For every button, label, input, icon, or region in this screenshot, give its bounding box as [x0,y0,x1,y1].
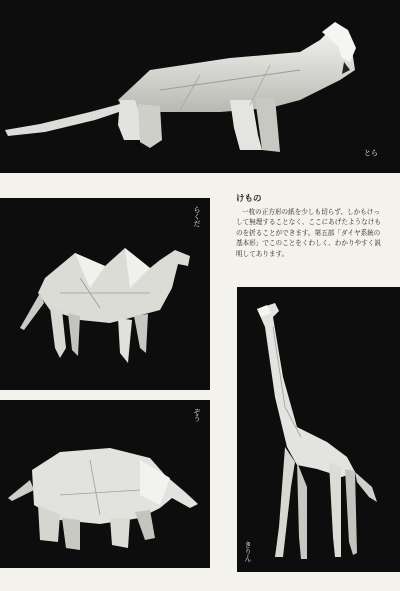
tiger-origami-figure [0,0,400,173]
section-title: けもの [236,194,262,204]
giraffe-origami-figure [237,287,400,572]
elephant-photo [0,400,210,568]
camel-origami-figure [0,198,210,390]
tiger-photo [0,0,400,173]
description-text: 一枚の正方形の紙を少しも切らず、しかもけっして無理することなく、ここにあげたようなけものを折ることができます。第五部「ダイヤ系統の基本形」でこのことをくわしく、わかりやすく説明してあります。 [236,208,381,258]
elephant-origami-figure [0,400,210,568]
tiger-label: とら [364,149,378,157]
camel-photo [0,198,210,390]
description-block [236,192,386,259]
giraffe-label: きりん [244,541,252,562]
elephant-label: ぞう [193,408,201,422]
camel-label: らくだ [193,206,201,227]
giraffe-photo [237,287,400,572]
